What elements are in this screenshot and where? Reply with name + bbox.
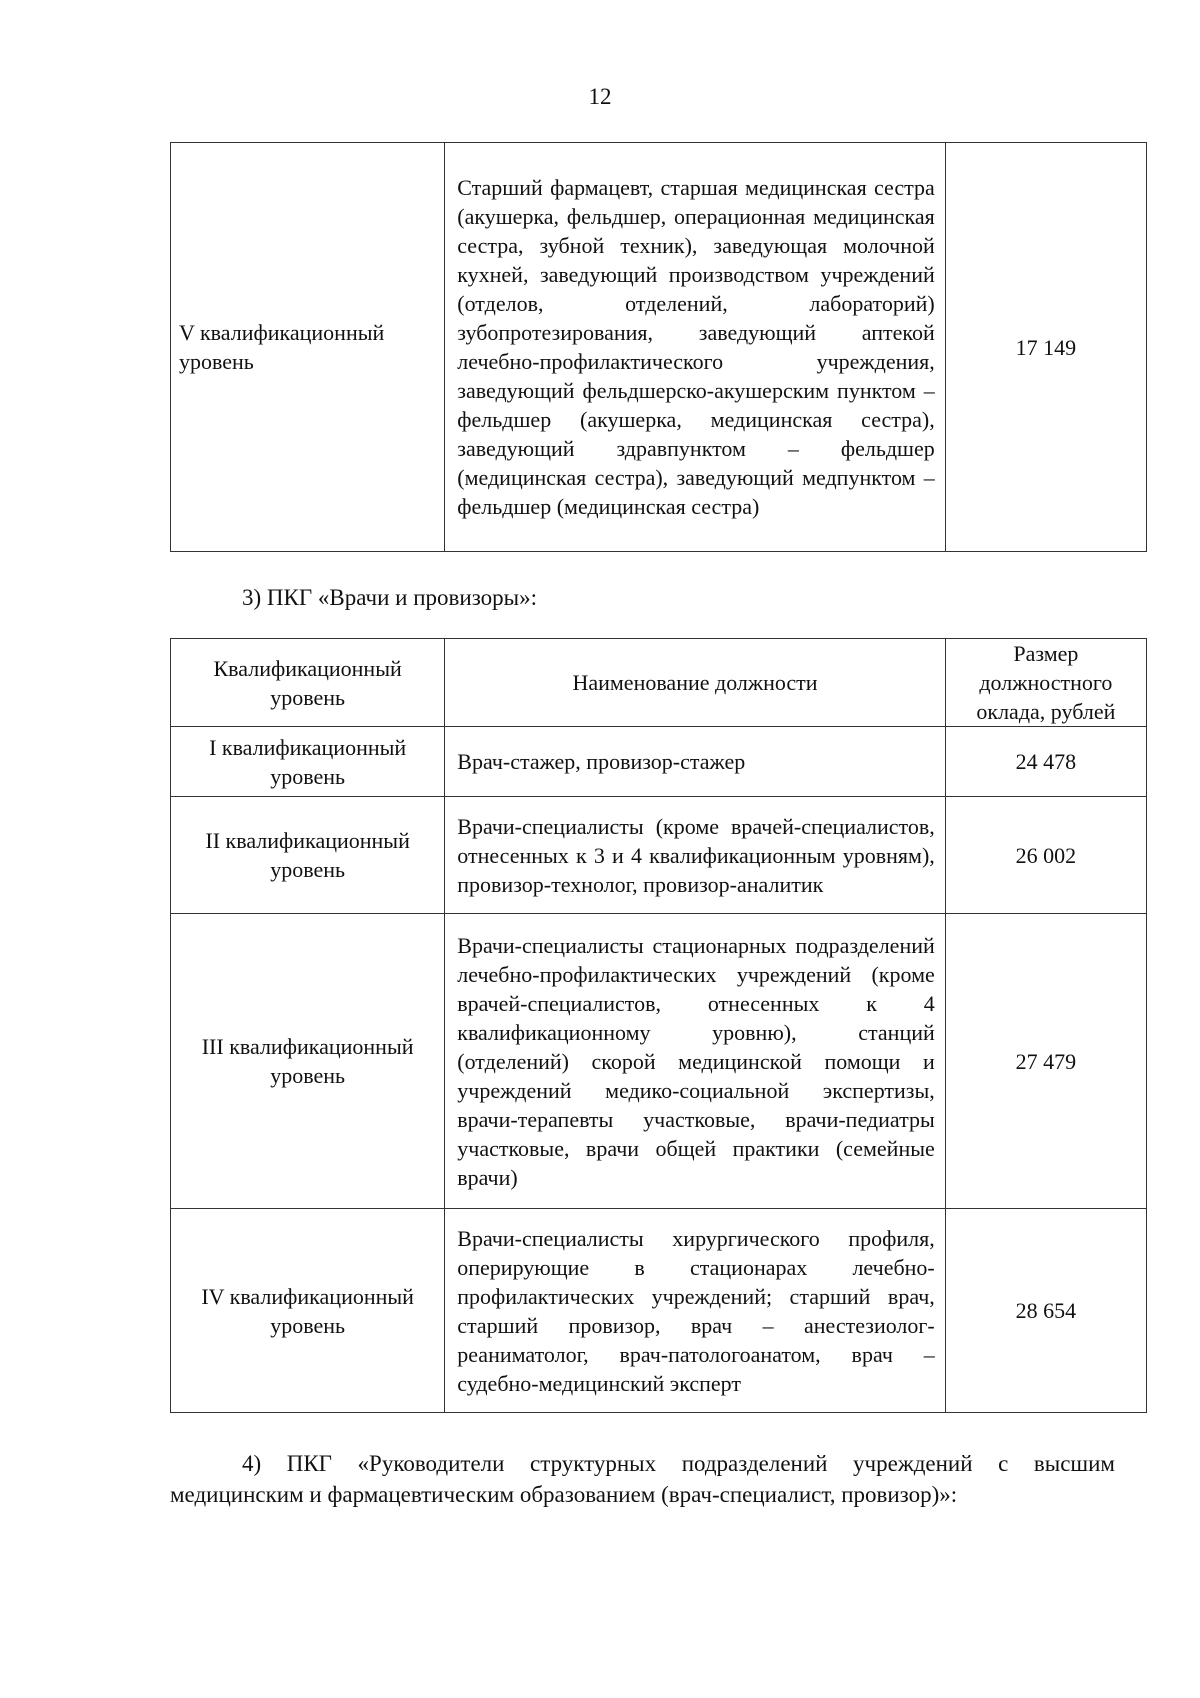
table-row: [171, 143, 1147, 552]
position-names-cell: Врачи-специалисты (кроме врачей-специалистов, отнесенных к 3 и 4 квалификационным уровням), провизор-технолог, провизор-аналитик: [445, 797, 946, 914]
qualification-level-cell: III квалификационный уровень: [171, 914, 445, 1209]
salary-cell: 26 002: [945, 797, 1146, 914]
header-qualification-level: Квалификационный уровень: [171, 639, 445, 727]
qualification-level-cell: V квалификационный уровень: [171, 143, 445, 552]
salary-cell: 27 479: [945, 914, 1146, 1209]
position-names-cell: Врачи-специалисты хирургического профиля, оперирующие в стационарах лечебно-профилактических учреждений; старший врач, старший провизор, врач – анестезиолог-реаниматолог, врач-патологоанатом, врач – судебно-медицинский эксперт: [445, 1209, 946, 1413]
page-number: 12: [588, 84, 612, 109]
qualification-level-cell: II квалификационный уровень: [171, 797, 445, 914]
position-names-cell: Врачи-специалисты стационарных подразделений лечебно-профилактических учреждений (кроме врачей-специалистов, отнесенных к 4 квалификационному уровню), станций (отделений) скорой медицинской помощи и учреждений медико-социальной экспертизы, врачи-терапевты участковые, врачи-педиатры участковые, врачи общей практики (семейные врачи): [445, 914, 946, 1209]
qualification-level-cell: I квалификационный уровень: [171, 727, 445, 797]
salary-cell: 17 149: [945, 143, 1146, 552]
table-row: [171, 1209, 1147, 1413]
salary-cell: 28 654: [945, 1209, 1146, 1413]
table-header-row: [171, 639, 1147, 727]
qualification-level-cell: IV квалификационный уровень: [171, 1209, 445, 1413]
position-names-cell: Врач-стажер, провизор-стажер: [445, 727, 946, 797]
section-4-heading: 4) ПКГ «Руководители структурных подразделений учреждений с высшим медицинским и фармацевтическим образованием (врач-специалист, провизор)»:: [170, 1451, 1115, 1507]
salary-cell: 24 478: [945, 727, 1146, 797]
salary-table-level-5: [170, 142, 1147, 552]
position-names-cell: Старший фармацевт, старшая медицинская сестра (акушерка, фельдшер, операционная медицинская сестра, зубной техник), заведующая молочной кухней, заведующий производством учреждений (отделов, отделений, лабораторий) зубопротезирования, заведующий аптекой лечебно-профилактического учреждения, заведующий фельдшерско-акушерским пунктом – фельдшер (акушерка, медицинская сестра), заведующий здравпунктом – фельдшер (медицинская сестра), заведующий медпунктом – фельдшер (медицинская сестра): [445, 143, 946, 552]
table-row: [171, 797, 1147, 914]
header-salary: Размер должностного оклада, рублей: [945, 639, 1146, 727]
section-3-heading: 3) ПКГ «Врачи и провизоры»:: [242, 585, 537, 610]
table-row: [171, 727, 1147, 797]
header-position-name: Наименование должности: [445, 639, 946, 727]
table-row: [171, 914, 1147, 1209]
salary-table-doctors-pharmacists: [170, 638, 1147, 1413]
